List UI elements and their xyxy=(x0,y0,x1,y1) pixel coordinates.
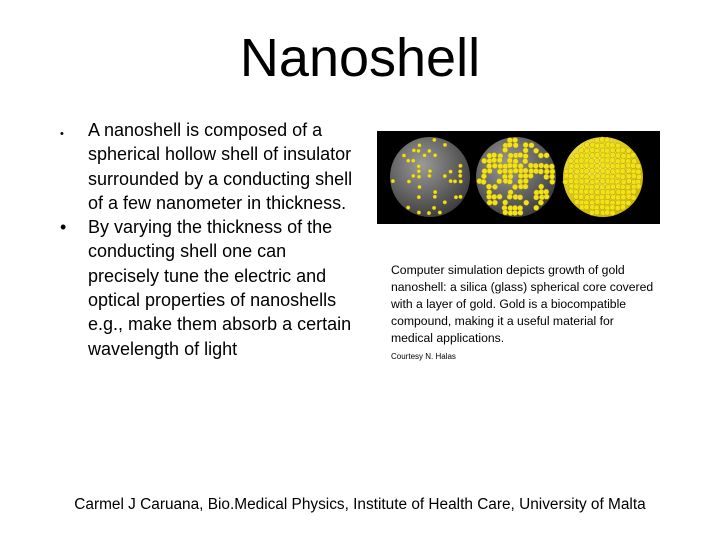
gold-particle xyxy=(481,174,486,179)
gold-particle xyxy=(620,158,625,163)
gold-particle xyxy=(615,153,620,158)
slide-footer: Carmel J Caruana, Bio.Medical Physics, Institute of Health Care, University of Malta xyxy=(74,496,646,513)
gold-particle xyxy=(605,158,610,163)
gold-particle xyxy=(568,189,573,194)
gold-particle xyxy=(449,170,453,174)
gold-particle xyxy=(584,142,589,147)
gold-particle xyxy=(626,168,631,173)
gold-particle xyxy=(595,173,600,178)
bullet-item xyxy=(60,118,360,215)
gold-particle xyxy=(544,174,549,179)
gold-particle xyxy=(411,174,415,178)
gold-particle xyxy=(487,200,492,205)
gold-particle xyxy=(610,205,615,210)
gold-particle xyxy=(438,211,442,215)
gold-particle xyxy=(487,168,492,173)
gold-particle xyxy=(459,180,463,184)
gold-particle xyxy=(538,200,543,205)
gold-particle xyxy=(574,199,579,204)
gold-particle xyxy=(589,189,594,194)
gold-particle xyxy=(417,169,421,173)
gold-particle xyxy=(636,174,641,179)
gold-particle xyxy=(595,199,600,204)
gold-particle xyxy=(544,164,549,169)
gold-particle xyxy=(615,200,620,205)
gold-particle xyxy=(594,168,599,173)
gold-particle xyxy=(433,153,437,157)
gold-particle xyxy=(417,164,421,168)
gold-particle xyxy=(631,195,636,200)
gold-particle xyxy=(615,143,620,148)
gold-particle xyxy=(574,179,579,184)
gold-particle xyxy=(538,163,543,168)
gold-particle xyxy=(563,179,568,184)
gold-particle xyxy=(417,195,421,199)
gold-particle xyxy=(497,179,502,184)
gold-particle xyxy=(417,211,421,215)
gold-particle xyxy=(508,153,513,158)
gold-particle xyxy=(589,168,594,173)
gold-particle xyxy=(590,147,595,152)
gold-particle xyxy=(523,148,528,153)
gold-particle xyxy=(508,174,513,179)
gold-particle xyxy=(626,148,631,153)
gold-particle xyxy=(492,184,497,189)
gold-particle xyxy=(517,195,522,200)
gold-particle xyxy=(507,163,512,168)
gold-particle xyxy=(605,210,610,215)
gold-particle xyxy=(427,149,431,153)
gold-particle xyxy=(492,194,497,199)
bullet-text: By varying the thickness of the conducting shell one can precisely tune the electric and optical properties of nanoshells e.g., make them absorb a certain wavelength of light xyxy=(88,217,352,359)
gold-particle xyxy=(594,210,599,215)
gold-particle xyxy=(626,178,631,183)
gold-particle xyxy=(579,189,584,194)
gold-particle xyxy=(523,168,528,173)
gold-particle xyxy=(636,169,641,174)
gold-particle xyxy=(621,179,626,184)
gold-particle xyxy=(502,147,507,152)
gold-particle xyxy=(544,169,549,174)
bullet-text: A nanoshell is composed of a spherical hollow shell of insulator surrounded by a conducting shell of a few nanometer in thickness. xyxy=(88,120,353,213)
partial-gold-sphere xyxy=(476,137,556,217)
bullet-marker: • xyxy=(60,128,64,140)
gold-particle xyxy=(427,174,431,178)
gold-particle xyxy=(549,164,554,169)
slide-title: Nanoshell xyxy=(239,28,481,88)
gold-particle xyxy=(433,195,437,199)
gold-particle xyxy=(428,169,432,173)
gold-particle xyxy=(549,174,554,179)
gold-particle xyxy=(599,194,604,199)
gold-particle xyxy=(626,200,631,205)
gold-particle xyxy=(568,178,573,183)
gold-particle xyxy=(610,179,615,184)
gold-particle xyxy=(523,159,528,164)
gold-particle xyxy=(584,153,589,158)
nanoshell-spheres-graphic xyxy=(377,131,660,224)
sparse-gold-sphere xyxy=(390,137,470,217)
gold-particle xyxy=(550,169,555,174)
gold-particle xyxy=(486,184,491,189)
gold-particle xyxy=(418,185,422,189)
gold-particle xyxy=(492,200,497,205)
gold-particle xyxy=(507,194,512,199)
gold-particle xyxy=(538,169,543,174)
gold-particle xyxy=(600,178,605,183)
gold-particle xyxy=(610,143,615,148)
gold-particle xyxy=(432,206,436,210)
gold-particle xyxy=(599,143,604,148)
gold-particle xyxy=(492,163,497,168)
gold-particle xyxy=(518,173,523,178)
gold-particle xyxy=(432,138,436,142)
gold-particle xyxy=(589,210,594,215)
gold-particle xyxy=(418,143,422,147)
gold-particle xyxy=(620,204,625,209)
gold-particle xyxy=(631,189,636,194)
gold-particle xyxy=(453,179,457,183)
gold-particle xyxy=(391,179,395,183)
gold-particle xyxy=(631,173,636,178)
gold-particle xyxy=(482,158,487,163)
gold-particle xyxy=(402,154,406,158)
gold-particle xyxy=(615,195,620,200)
gold-particle xyxy=(578,194,583,199)
gold-particle xyxy=(417,175,421,179)
gold-particle xyxy=(407,180,411,184)
gold-particle xyxy=(423,154,427,158)
gold-particle xyxy=(512,163,517,168)
gold-particle xyxy=(605,194,610,199)
gold-particle xyxy=(636,164,641,169)
gold-particle xyxy=(458,170,462,174)
gold-particle xyxy=(626,194,631,199)
gold-particle xyxy=(579,158,584,163)
gold-particle xyxy=(513,168,518,173)
gold-particle xyxy=(459,195,463,199)
bullet-item xyxy=(60,215,360,361)
gold-particle xyxy=(579,179,584,184)
gold-particle xyxy=(600,204,605,209)
gold-particle xyxy=(620,190,625,195)
gold-particle xyxy=(518,179,523,184)
gold-particle xyxy=(610,153,615,158)
bullet-marker: • xyxy=(60,217,67,238)
gold-particle xyxy=(491,152,496,157)
gold-particle xyxy=(449,179,453,183)
gold-particle xyxy=(584,204,589,209)
gold-particle xyxy=(594,184,599,189)
gold-particle xyxy=(573,194,578,199)
gold-particle xyxy=(604,199,609,204)
gold-particle xyxy=(610,189,615,194)
gold-particle xyxy=(584,148,589,153)
gold-particle xyxy=(584,195,589,200)
gold-particle xyxy=(486,163,491,168)
gold-particle xyxy=(503,210,508,215)
gold-particle xyxy=(523,153,528,158)
gold-particle xyxy=(589,194,594,199)
gold-particle xyxy=(417,149,421,153)
gold-particle xyxy=(507,142,512,147)
gold-particle xyxy=(599,185,604,190)
gold-particle xyxy=(574,174,579,179)
gold-particle xyxy=(443,200,447,204)
figure-caption: Computer simulation depicts growth of gold nanoshell: a silica (glass) spherical core covered with a layer of gold. Gold is a biocompatible compound, making it a useful material for medical applications. xyxy=(391,263,654,345)
gold-particle xyxy=(610,184,615,189)
gold-particle xyxy=(584,168,589,173)
gold-particle xyxy=(534,195,539,200)
gold-particle xyxy=(406,206,410,210)
gold-particle xyxy=(615,163,620,168)
gold-particle xyxy=(600,158,605,163)
gold-particle xyxy=(544,194,549,199)
gold-particle xyxy=(433,190,437,194)
gold-particle xyxy=(590,142,595,147)
gold-particle xyxy=(533,163,538,168)
gold-particle xyxy=(406,159,410,163)
gold-particle xyxy=(620,174,625,179)
gold-particle xyxy=(625,184,630,189)
gold-particle xyxy=(595,138,600,143)
gold-particle xyxy=(523,184,528,189)
gold-particle xyxy=(594,179,599,184)
gold-particle xyxy=(512,184,517,189)
gold-particle xyxy=(513,143,518,148)
gold-particle xyxy=(412,148,416,152)
gold-particle xyxy=(579,148,584,153)
gold-particle xyxy=(595,152,600,157)
gold-particle xyxy=(533,148,538,153)
gold-particle xyxy=(497,194,502,199)
gold-particle xyxy=(529,168,534,173)
gold-particle xyxy=(528,173,533,178)
gold-particle xyxy=(610,163,615,168)
gold-particle xyxy=(630,163,635,168)
gold-particle xyxy=(615,184,620,189)
gold-particle xyxy=(534,205,539,210)
gold-particle xyxy=(584,189,589,194)
gold-particle xyxy=(544,153,549,158)
gold-particle xyxy=(543,189,548,194)
nanoshell-simulation-image xyxy=(377,131,660,224)
gold-particle xyxy=(508,169,513,174)
gold-particle xyxy=(497,158,502,163)
gold-particle xyxy=(482,168,487,173)
gold-particle xyxy=(620,163,625,168)
gold-particle xyxy=(610,158,615,163)
gold-particle xyxy=(529,143,534,148)
gold-particle xyxy=(502,168,507,173)
gold-particle xyxy=(486,194,491,199)
gold-particle xyxy=(458,164,462,168)
gold-particle xyxy=(454,195,458,199)
gold-particle xyxy=(528,163,533,168)
gold-particle xyxy=(590,153,595,158)
gold-particle xyxy=(600,168,605,173)
gold-particle xyxy=(595,189,600,194)
gold-particle xyxy=(584,178,589,183)
gold-particle xyxy=(589,163,594,168)
gold-particle xyxy=(524,200,529,205)
gold-particle xyxy=(538,153,543,158)
gold-particle xyxy=(443,143,447,147)
gold-particle xyxy=(600,189,605,194)
gold-particle xyxy=(599,137,604,142)
bullet-list xyxy=(60,118,360,361)
gold-particle xyxy=(512,210,517,215)
gold-particle xyxy=(636,184,641,189)
full-gold-sphere xyxy=(563,137,643,217)
gold-particle xyxy=(574,164,579,169)
gold-particle xyxy=(523,142,528,147)
gold-particle xyxy=(518,152,523,157)
gold-particle xyxy=(512,205,517,210)
gold-particle xyxy=(605,169,610,174)
gold-particle xyxy=(568,158,573,163)
gold-particle xyxy=(538,184,543,189)
gold-particle xyxy=(411,159,415,163)
gold-particle xyxy=(590,174,595,179)
gold-particle xyxy=(512,137,517,142)
gold-particle xyxy=(507,158,512,163)
gold-particle xyxy=(574,184,579,189)
gold-particle xyxy=(534,190,539,195)
gold-particle xyxy=(523,173,528,178)
gold-particle xyxy=(574,153,579,158)
gold-particle xyxy=(610,210,615,215)
gold-particle xyxy=(615,159,620,164)
gold-particle xyxy=(443,174,447,178)
gold-particle xyxy=(539,189,544,194)
gold-particle xyxy=(630,152,635,157)
gold-particle xyxy=(605,163,610,168)
gold-particle xyxy=(498,163,503,168)
gold-particle xyxy=(568,168,573,173)
gold-particle xyxy=(502,200,507,205)
gold-particle xyxy=(550,179,555,184)
gold-particle xyxy=(620,168,625,173)
gold-particle xyxy=(458,174,462,178)
gold-particle xyxy=(491,158,496,163)
gold-particle xyxy=(497,169,502,174)
image-credit: Courtesy N. Halas xyxy=(391,352,456,361)
gold-particle xyxy=(507,179,512,184)
gold-particle xyxy=(621,194,626,199)
gold-particle xyxy=(605,137,610,142)
gold-particle xyxy=(523,178,528,183)
gold-particle xyxy=(620,184,625,189)
gold-particle xyxy=(569,184,574,189)
gold-particle xyxy=(584,163,589,168)
gold-particle xyxy=(605,148,610,153)
gold-particle xyxy=(626,174,631,179)
gold-particle xyxy=(615,205,620,210)
gold-particle xyxy=(620,147,625,152)
gold-particle xyxy=(481,179,486,184)
gold-particle xyxy=(594,158,599,163)
gold-particle xyxy=(574,169,579,174)
gold-particle xyxy=(518,210,523,215)
gold-particle xyxy=(427,211,431,215)
